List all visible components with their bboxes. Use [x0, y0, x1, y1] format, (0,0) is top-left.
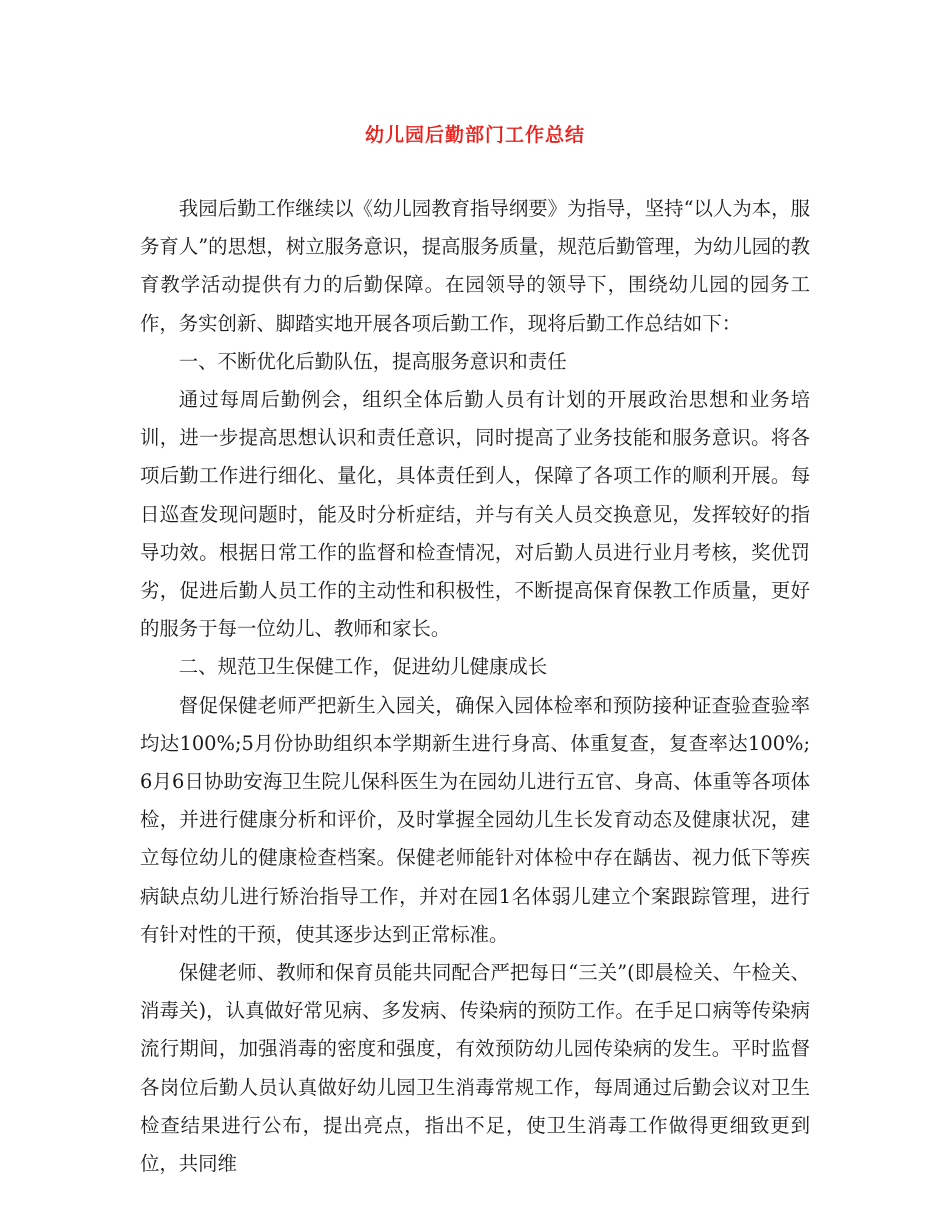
paragraph-section-2a: 督促保健老师严把新生入园关，确保入园体检率和预防接种证查验查验率均达100%;5月份协助组织本学期新生进行身高、体重复查，复查率达100%;6月6日协助安海卫生院儿保科医生为在园幼儿进行五官、身高、体重等各项体检，并进行健康分析和评价，及时掌握全园幼儿生长发育动态及健康状况，建立每位幼儿的健康检查档案。保健老师能针对体检中存在龋齿、视力低下等疾病缺点幼儿进行矫治指导工作，并对在园1名体弱儿建立个案跟踪管理，进行有针对性的干预，使其逐步达到正常标准。	[140, 693, 810, 946]
paragraph-section-2b: 保健老师、教师和保育员能共同配合严把每日“三关”(即晨检关、午检关、消毒关)，认真做好常见病、多发病、传染病的预防工作。在手足口病等传染病流行期间，加强消毒的密度和强度，有效预防幼儿园传染病的发生。平时监督各岗位后勤人员认真做好幼儿园卫生消毒常规工作，每周通过后勤会议对卫生检查结果进行公布，提出亮点，指出不足，使卫生消毒工作做得更细致更到位，共同维	[140, 961, 810, 1176]
document-body	[140, 190, 810, 1183]
paragraph-section-1: 通过每周后勤例会，组织全体后勤人员有计划的开展政治思想和业务培训，进一步提高思想认识和责任意识，同时提高了业务技能和服务意识。将各项后勤工作进行细化、量化，具体责任到人，保障了各项工作的顺利开展。每日巡查发现问题时，能及时分析症结，并与有关人员交换意见，发挥较好的指导功效。根据日常工作的监督和检查情况，对后勤人员进行业月考核，奖优罚劣，促进后勤人员工作的主动性和积极性，不断提高保育保教工作质量，更好的服务于每一位幼儿、教师和家长。	[140, 388, 810, 641]
paragraph-intro: 我园后勤工作继续以《幼儿园教育指导纲要》为指导，坚持“以人为本，服务育人”的思想，树立服务意识，提高服务质量，规范后勤管理，为幼儿园的教育教学活动提供有力的后勤保障。在园领导的领导下，围绕幼儿园的园务工作，务实创新、脚踏实地开展各项后勤工作，现将后勤工作总结如下：	[140, 197, 810, 335]
section-heading-1: 一、不断优化后勤队伍，提高服务意识和责任	[178, 349, 567, 373]
document-title: 幼儿园后勤部门工作总结	[364, 124, 585, 146]
section-heading-2: 二、规范卫生保健工作，促进幼儿健康成长	[178, 655, 548, 679]
